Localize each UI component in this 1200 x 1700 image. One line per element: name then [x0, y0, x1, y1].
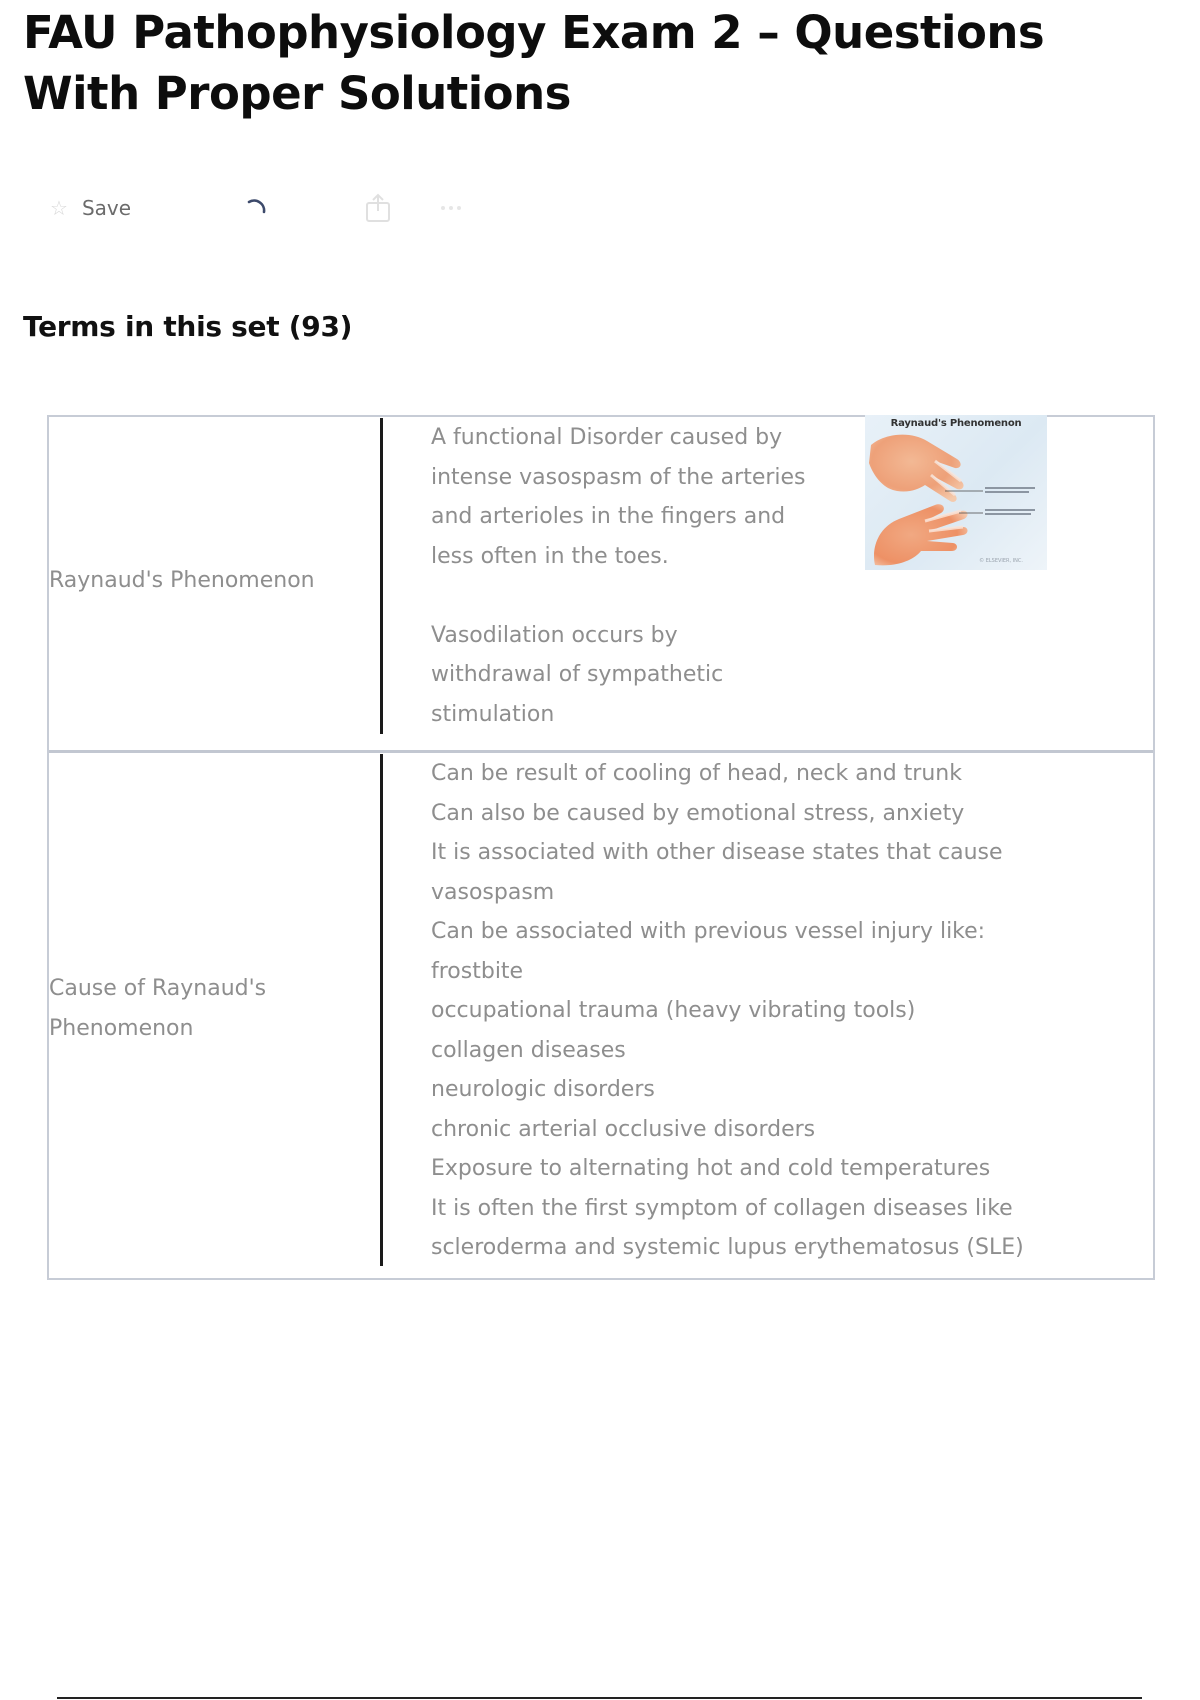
definition-line: less often in the toes. [431, 543, 669, 569]
definition-line: Exposure to alternating hot and cold temperatures [431, 1156, 991, 1181]
star-icon: ☆ [50, 196, 68, 220]
definition-line: and arterioles in the fingers and [431, 504, 786, 529]
figure-title: Raynaud's Phenomenon [890, 418, 1022, 429]
footer-rule [57, 1697, 1142, 1699]
terms-heading: Terms in this set (93) [23, 310, 353, 343]
hands-illustration-icon [865, 415, 1047, 570]
share-button[interactable] [364, 190, 392, 226]
definition-line: neurologic disorders [431, 1077, 655, 1102]
definition-line: vasospasm [431, 879, 555, 905]
definition-line: A functional Disorder caused by [431, 425, 783, 450]
spinner-icon [242, 193, 272, 223]
term-text: Raynaud's Phenomenon [49, 567, 315, 593]
definition-line: chronic arterial occlusive disorders [431, 1116, 816, 1142]
definition-line: Can be associated with previous vessel injury like: [431, 919, 986, 944]
save-button[interactable] [50, 190, 131, 226]
set-toolbar [50, 190, 550, 226]
definition-line: Can be result of cooling of head, neck and trunk [431, 761, 962, 786]
definition-spacer [431, 576, 1153, 616]
definition-line: It is often the first symptom of collagen diseases like [431, 1195, 1013, 1221]
definition-line: It is associated with other disease states that cause [431, 840, 1003, 865]
term-row [49, 750, 1153, 1278]
raynauds-illustration[interactable] [865, 415, 1047, 570]
definition-line: intense vasospasm of the arteries [431, 464, 806, 490]
definition-line: withdrawal of sympathetic [431, 662, 724, 687]
page-title: FAU Pathophysiology Exam 2 – Questions With Proper Solutions [23, 6, 1045, 120]
loading-spinner [242, 190, 272, 226]
definition-line: collagen diseases [431, 1037, 626, 1063]
definition-line: frostbite [431, 958, 524, 984]
definition-line: Vasodilation occurs by [431, 622, 678, 648]
term-cell [49, 753, 380, 1278]
definition-line: occupational trauma (heavy vibrating tools) [431, 998, 916, 1023]
share-icon [364, 193, 392, 223]
term-text: Cause of Raynaud's Phenomenon [49, 975, 267, 1041]
definition-line: scleroderma and systemic lupus erythematosus (SLE) [431, 1235, 1024, 1260]
term-cell [49, 417, 380, 750]
more-options-button[interactable] [436, 190, 466, 226]
figure-credit: © ELSEVIER, INC. [979, 558, 1023, 564]
definition-line: Can also be caused by emotional stress, anxiety [431, 800, 965, 826]
definition-cell [383, 753, 1153, 1278]
more-icon [436, 193, 466, 223]
save-label: Save [81, 196, 132, 220]
definition-line: stimulation [431, 701, 555, 727]
